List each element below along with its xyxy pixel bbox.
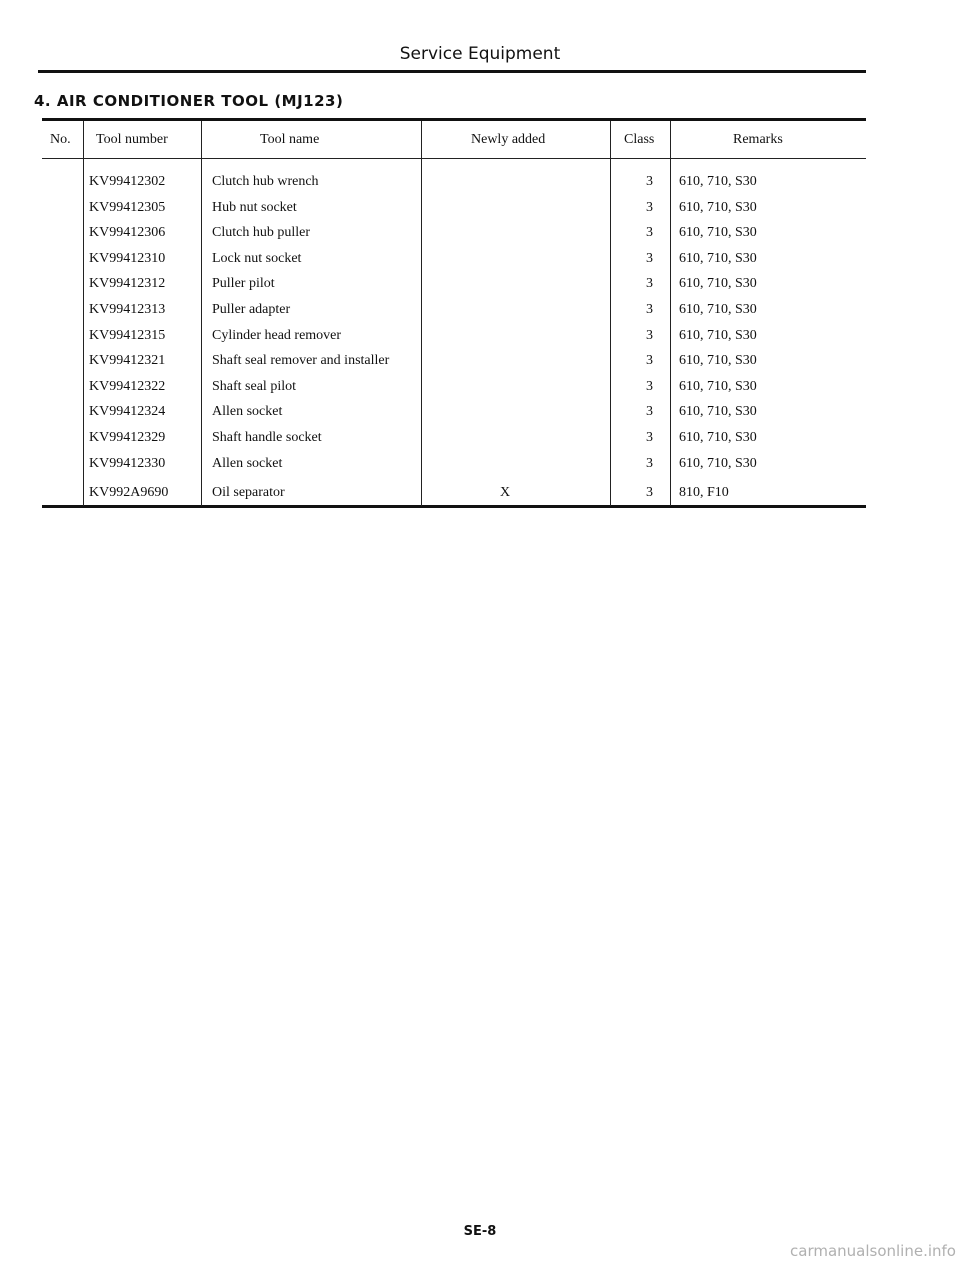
cell-class: 3 (646, 250, 653, 266)
cell-tool-name: Shaft seal pilot (212, 378, 296, 394)
cell-class: 3 (646, 430, 653, 445)
cell-class: 3 (646, 199, 653, 215)
cell-remarks: 610, 710, S30 (679, 225, 757, 241)
cell-remarks: 610, 710, S30 (679, 199, 757, 215)
cell-tool-number: KV99412324 (89, 404, 166, 420)
cell-tool-name: Allen socket (212, 455, 283, 471)
cell-remarks: 610, 710, S30 (679, 302, 757, 317)
cell-class: 3 (646, 276, 653, 292)
column-header-remarks: Remarks (733, 132, 783, 147)
cell-tool-name: Hub nut socket (212, 199, 297, 215)
cell-class: 3 (646, 404, 653, 420)
cell-tool-number: KV99412329 (89, 430, 166, 445)
cell-tool-name: Puller adapter (212, 302, 291, 317)
column-header-tool-name: Tool name (260, 132, 320, 147)
section-title: 4. AIR CONDITIONER TOOL (MJ123) (34, 92, 344, 110)
cell-tool-name: Puller pilot (212, 276, 275, 292)
cell-tool-number: KV992A9690 (89, 485, 169, 501)
cell-class: 3 (646, 174, 653, 189)
column-divider (610, 121, 611, 506)
cell-remarks: 810, F10 (679, 485, 729, 501)
cell-remarks: 610, 710, S30 (679, 430, 757, 445)
cell-remarks: 610, 710, S30 (679, 455, 757, 471)
table-header-rule (42, 158, 866, 159)
column-header-newly-added: Newly added (471, 132, 546, 147)
cell-remarks: 610, 710, S30 (679, 276, 757, 292)
cell-tool-number: KV99412315 (89, 327, 166, 343)
cell-tool-number: KV99412313 (89, 302, 166, 317)
table-top-rule (42, 118, 866, 121)
cell-tool-name: Shaft seal remover and installer (212, 353, 390, 369)
cell-newly-added: X (500, 485, 511, 501)
column-header-class: Class (624, 132, 655, 147)
cell-class: 3 (646, 225, 653, 241)
cell-tool-name: Clutch hub wrench (212, 174, 319, 189)
column-divider (83, 121, 84, 506)
page-title: Service Equipment (399, 44, 561, 64)
cell-remarks: 610, 710, S30 (679, 327, 757, 343)
cell-tool-number: KV99412302 (89, 174, 166, 189)
cell-class: 3 (646, 378, 653, 394)
cell-class: 3 (646, 485, 653, 501)
cell-class: 3 (646, 353, 653, 369)
cell-tool-number: KV99412322 (89, 378, 166, 394)
table-bottom-rule (42, 505, 866, 508)
cell-tool-number: KV99412330 (89, 455, 166, 471)
cell-tool-number: KV99412321 (89, 353, 166, 369)
cell-remarks: 610, 710, S30 (679, 353, 757, 369)
cell-tool-name: Oil separator (212, 485, 285, 501)
cell-class: 3 (646, 455, 653, 471)
cell-remarks: 610, 710, S30 (679, 404, 757, 420)
column-divider (201, 121, 202, 506)
cell-class: 3 (646, 327, 653, 343)
column-header-no: No. (50, 132, 71, 147)
cell-remarks: 610, 710, S30 (679, 174, 757, 189)
watermark: carmanualsonline.info (790, 1242, 956, 1260)
cell-tool-name: Lock nut socket (212, 250, 302, 266)
cell-tool-name: Allen socket (212, 404, 283, 420)
cell-tool-number: KV99412306 (89, 225, 166, 241)
cell-tool-name: Shaft handle socket (212, 430, 322, 445)
column-divider (421, 121, 422, 506)
header-rule (38, 70, 866, 73)
cell-tool-number: KV99412310 (89, 250, 166, 266)
cell-class: 3 (646, 302, 653, 317)
cell-tool-number: KV99412305 (89, 199, 166, 215)
cell-tool-number: KV99412312 (89, 276, 166, 292)
cell-tool-name: Cylinder head remover (212, 327, 342, 343)
column-divider (670, 121, 671, 506)
column-header-tool-number: Tool number (96, 132, 168, 147)
page-number: SE-8 (463, 1224, 497, 1239)
cell-remarks: 610, 710, S30 (679, 378, 757, 394)
cell-tool-name: Clutch hub puller (212, 225, 310, 241)
cell-remarks: 610, 710, S30 (679, 250, 757, 266)
